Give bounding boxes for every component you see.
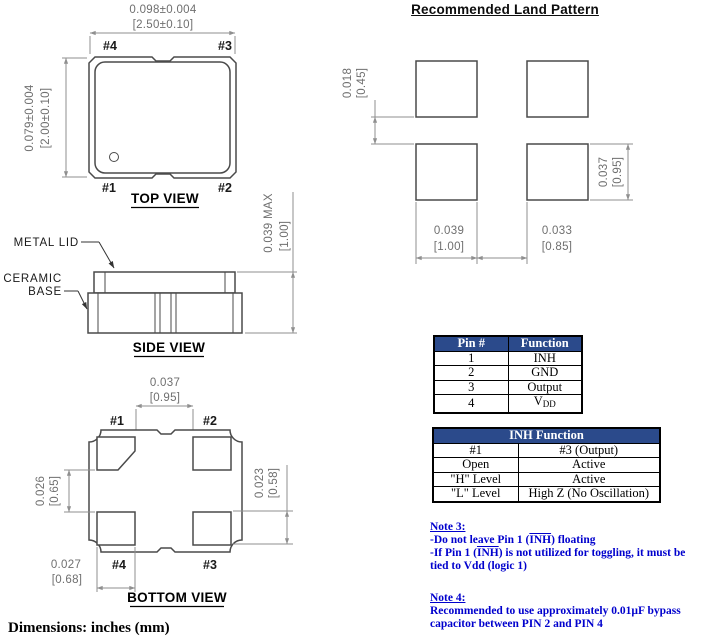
bottom-view-pin3-label: #3 (203, 558, 217, 572)
inh-overline-text: $\overline{INH}$ (529, 534, 552, 546)
bottom-view-pad-height-mm: [0.58] (268, 467, 280, 499)
bottom-view-pin1-label: #1 (110, 414, 124, 428)
top-view-metal-lid (95, 62, 230, 173)
bottom-view-pad-gap-v-mm: [0.65] (49, 475, 61, 507)
land-pad-top-right (527, 61, 588, 117)
note-3-title: Note 3: (430, 521, 466, 533)
inh-table-header: $\overline{INH}$ Function (433, 428, 660, 443)
inh-state: "L" Level (433, 487, 518, 502)
bottom-view (35, 377, 293, 607)
inh-function-table (432, 427, 661, 503)
table-row (433, 443, 660, 458)
bottom-pad-2 (193, 437, 231, 470)
side-view-height-mm: [1.00] (279, 220, 291, 252)
top-view-pin2-label: #2 (218, 181, 232, 195)
top-view-title: TOP VIEW (131, 191, 199, 206)
land-bottom-dimensions (416, 202, 527, 264)
table-row (434, 380, 582, 395)
inh-overline-text: $\overline{INH}$ (533, 351, 556, 365)
top-view-width-inches: 0.098±0.004 (129, 4, 197, 16)
bottom-view-pad-gap-h-inches: 0.037 (149, 377, 181, 389)
land-pad-width-inches: 0.039 (433, 225, 465, 237)
note-3-line-2: -If Pin 1 $(\overline{INH})$ is not utilized for toggling, it must be tied to Vdd (logic 1) (430, 547, 686, 572)
note-4-title: Note 4: (430, 592, 466, 604)
bottom-view-title: BOTTOM VIEW (127, 590, 227, 605)
side-view-lid (94, 272, 235, 293)
table-row (434, 366, 582, 381)
table-row (433, 472, 660, 487)
side-view-base (88, 293, 242, 333)
metal-lid-leader (81, 242, 114, 268)
land-pad-bottom-right (527, 144, 588, 200)
land-pad-height-mm: [0.95] (612, 156, 624, 188)
top-view-height-inches: 0.079±0.004 (24, 84, 36, 152)
top-view-pin3-label: #3 (218, 39, 232, 53)
pin-function-table (433, 335, 583, 414)
bottom-view-pad-gap-v-inches: 0.026 (35, 475, 47, 507)
bottom-pad-3 (193, 512, 231, 545)
table-row (434, 395, 582, 413)
bottom-view-pad-height-inches: 0.023 (254, 467, 266, 499)
bottom-view-pad-gap-h-dimension (136, 406, 193, 431)
land-col-gap-mm: [0.85] (541, 241, 573, 253)
land-pad-bottom-left (416, 144, 477, 200)
ceramic-base-leader (64, 291, 87, 309)
land-pad-height-inches: 0.037 (598, 156, 610, 188)
bottom-view-pin2-label: #2 (203, 414, 217, 428)
bottom-pad-4 (97, 512, 135, 545)
vdd-subscript: DD (542, 399, 556, 409)
table-row (434, 351, 582, 366)
top-view (24, 4, 236, 208)
output-state: Active (518, 458, 660, 473)
land-pad-width-mm: [1.00] (433, 241, 465, 253)
base-label: BASE (28, 286, 62, 298)
inh-overline-text: $\overline{INH}$ (476, 547, 499, 559)
output-state-header: #3 (Output) (518, 443, 660, 458)
pin-number: 4 (434, 395, 508, 413)
bottom-view-pad-width-mm: [0.68] (51, 574, 83, 586)
top-view-width-mm: [2.50±0.10] (132, 19, 194, 31)
pin-number: 3 (434, 380, 508, 395)
land-pattern-title: Recommended Land Pattern (411, 2, 599, 17)
bottom-view-pad-width-inches: 0.027 (50, 559, 82, 571)
note-3-line-1: -Do not leave Pin 1 $(\overline{INH})$ floating (430, 534, 596, 546)
pin-number: 2 (434, 366, 508, 381)
pin-function: Output (508, 380, 582, 395)
metal-lid-label: METAL LID (13, 237, 79, 249)
output-state: Active (518, 472, 660, 487)
bottom-view-pin4-label: #4 (112, 558, 126, 572)
table-row (433, 487, 660, 502)
side-view (3, 192, 297, 357)
top-view-height-dimension (62, 58, 87, 177)
side-view-height-inches: 0.039 MAX (263, 193, 275, 253)
pin-table-header-pin: Pin # (434, 336, 508, 351)
side-view-title: SIDE VIEW (132, 340, 206, 355)
pin-function (508, 351, 582, 366)
top-view-pin1-label: #1 (102, 181, 116, 195)
land-pad-top-left (416, 61, 477, 117)
pin-function: GND (508, 366, 582, 381)
note-4-text: Recommended to use approximately 0.01µF bypass capacitor between PIN 2 and PIN 4 (430, 605, 681, 630)
pin-table-header-function: Function (508, 336, 582, 351)
inh-state: "H" Level (433, 472, 518, 487)
output-state: High Z (No Oscillation) (518, 487, 660, 502)
pin-function: $V_{DD}$ (508, 395, 582, 413)
land-pattern (342, 61, 633, 264)
note-3 (430, 521, 698, 573)
land-col-gap-inches: 0.033 (541, 225, 573, 237)
dimensions-units-note: Dimensions: inches (mm) (8, 620, 170, 636)
inh-state: Open (433, 458, 518, 473)
land-row-gap-inches: 0.018 (342, 67, 354, 99)
inh-state-header: #1 (433, 443, 518, 458)
bottom-view-pad-gap-h-mm: [0.95] (149, 392, 181, 404)
land-row-gap-dimension (371, 100, 414, 144)
note-4 (430, 592, 698, 631)
pin-number: 1 (434, 351, 508, 366)
table-row (433, 458, 660, 473)
ceramic-label: CERAMIC (3, 273, 62, 285)
top-view-pin4-label: #4 (103, 39, 117, 53)
land-row-gap-mm: [0.45] (356, 67, 368, 99)
top-view-height-mm: [2.00±0.10] (40, 87, 52, 149)
